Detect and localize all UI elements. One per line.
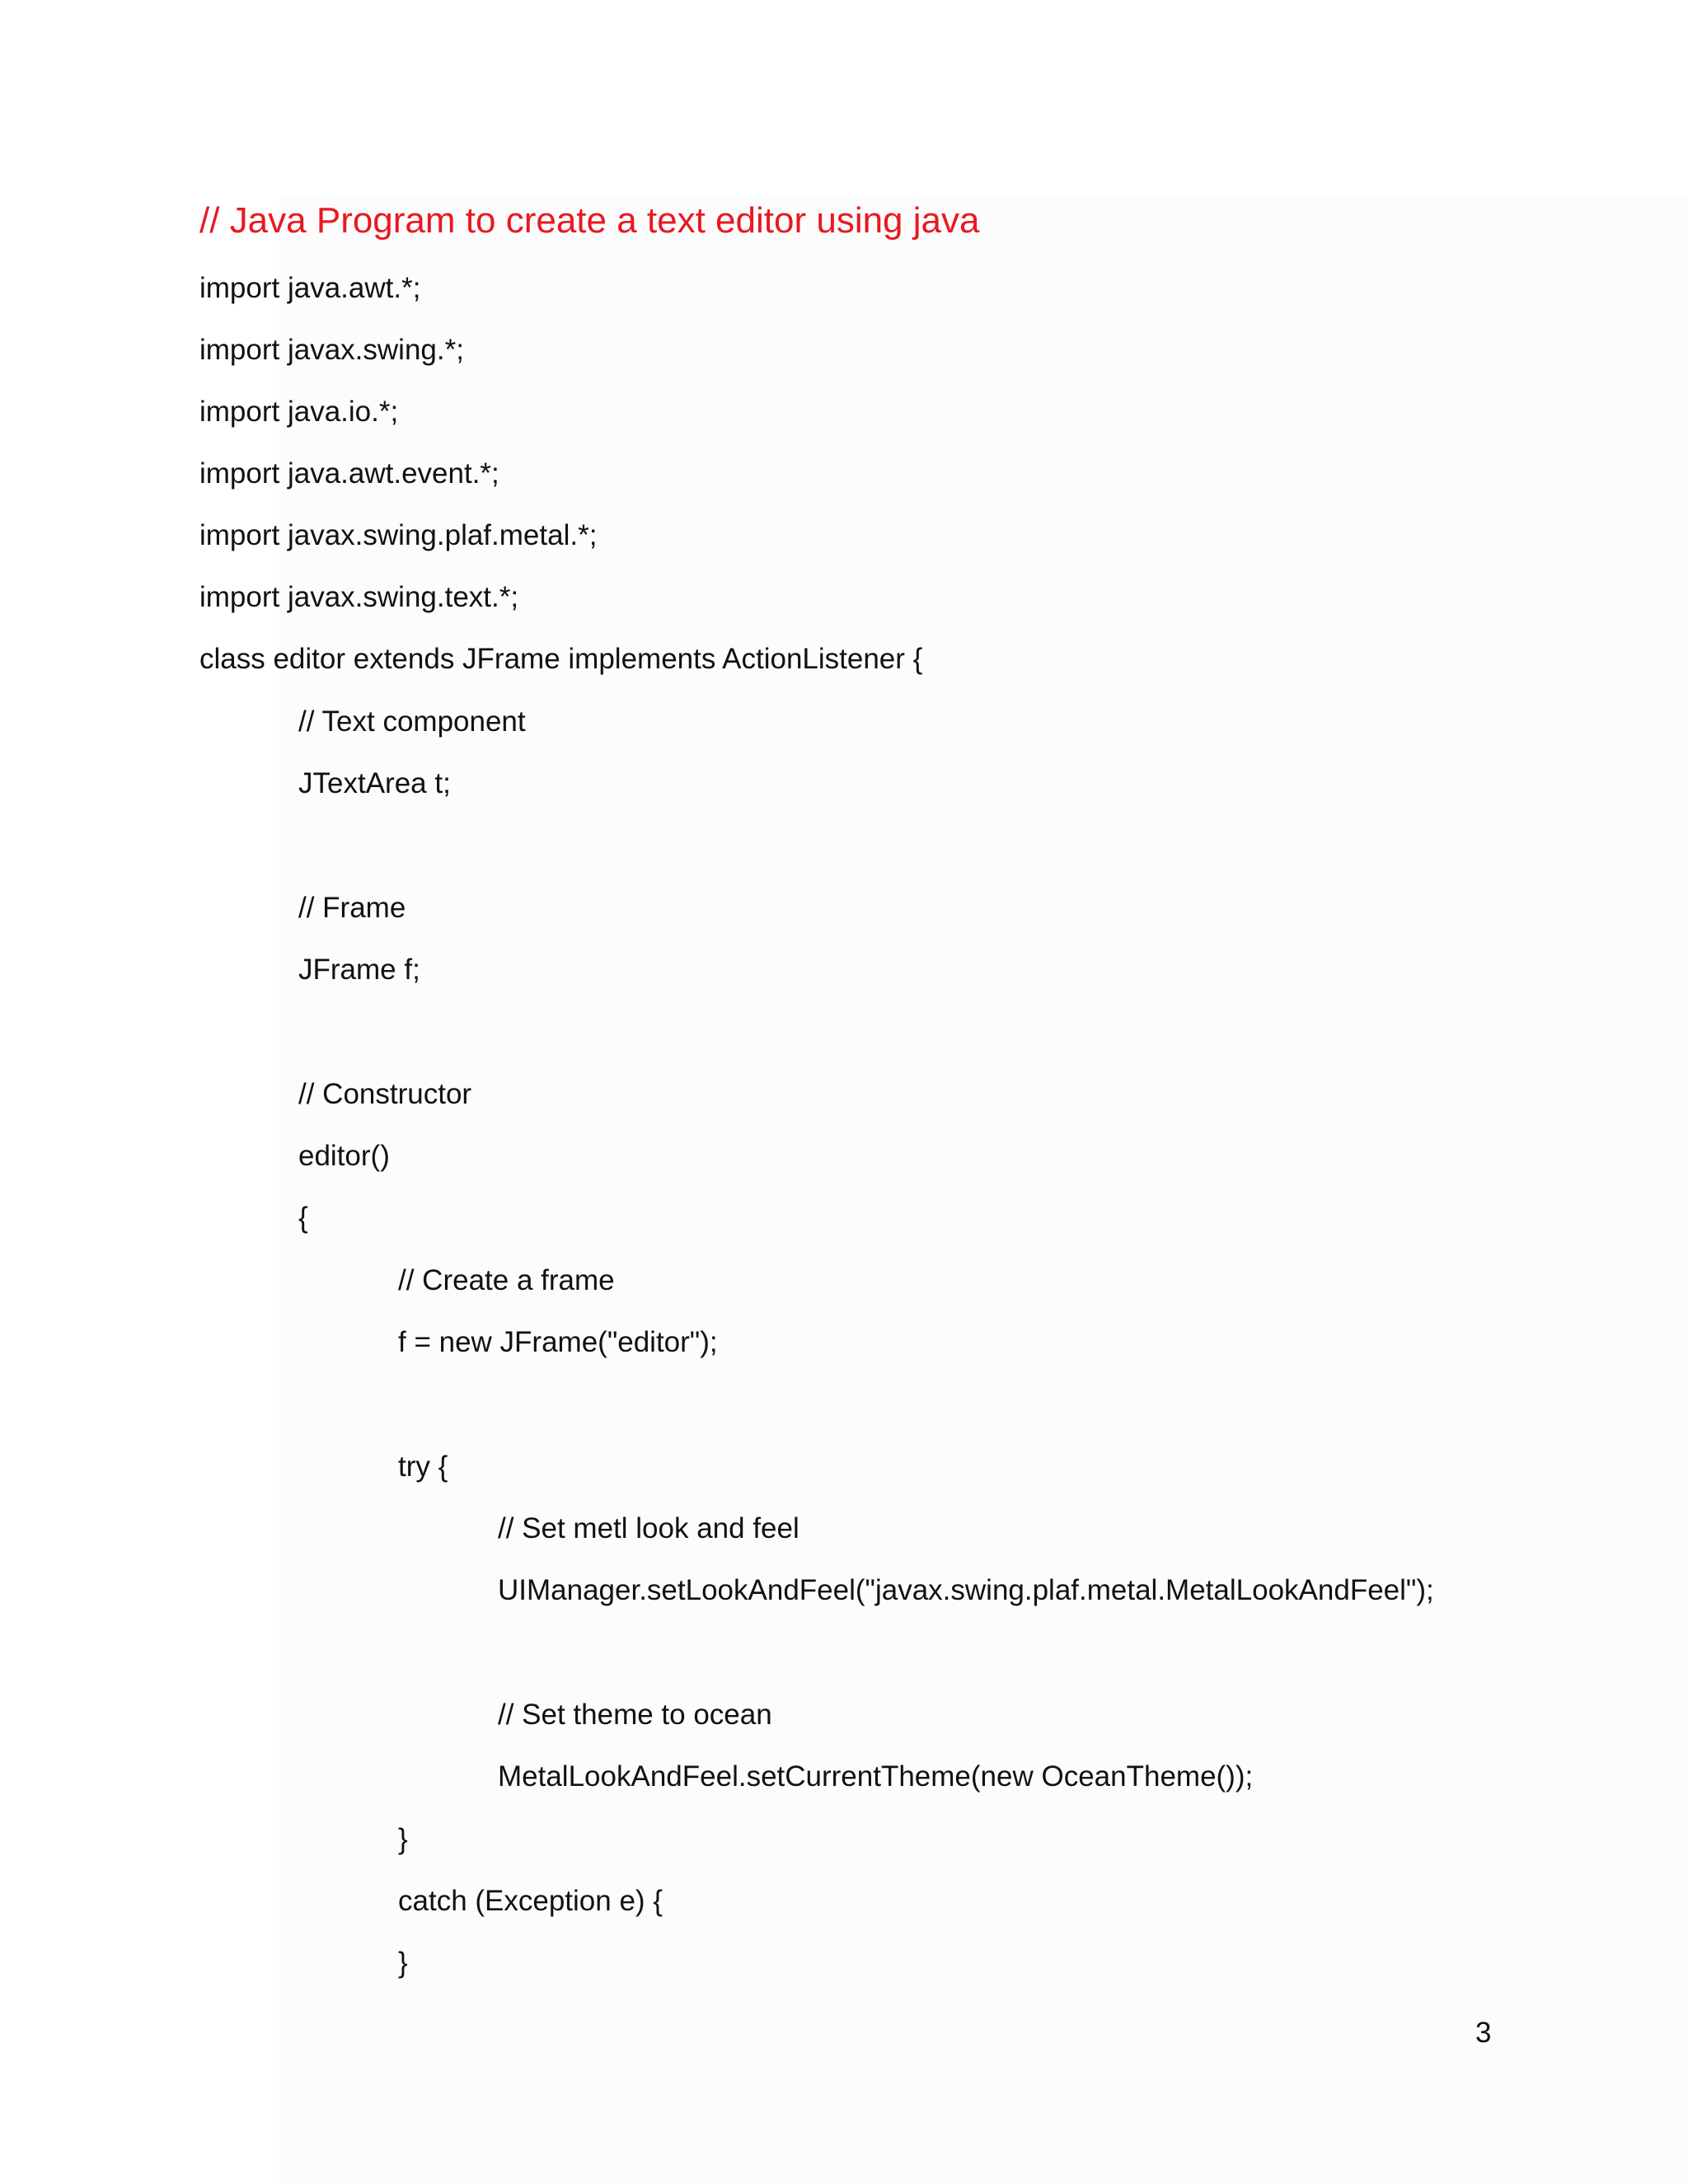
code-line: editor() (298, 1140, 390, 1172)
code-line: import java.awt.*; (199, 272, 421, 304)
title-comment: // Java Program to create a text editor using java (199, 200, 980, 241)
code-comment: // Set metl look and feel (498, 1512, 799, 1544)
code-line: import javax.swing.plaf.metal.*; (199, 519, 598, 551)
code-line: class editor extends JFrame implements ActionListener { (199, 643, 923, 675)
code-line: import java.awt.event.*; (199, 457, 499, 490)
code-line: JFrame f; (298, 954, 420, 986)
code-comment: // Create a frame (398, 1264, 615, 1296)
code-line: { (298, 1202, 308, 1234)
code-comment: // Frame (298, 892, 406, 924)
code-line: import java.io.*; (199, 396, 399, 428)
code-line: } (398, 1823, 408, 1855)
code-comment: // Constructor (298, 1078, 472, 1110)
page-number: 3 (1475, 2017, 1492, 2049)
code-comment: // Set theme to ocean (498, 1699, 772, 1731)
code-line: MetalLookAndFeel.setCurrentTheme(new OceanTheme()); (498, 1760, 1254, 1793)
code-line: f = new JFrame("editor"); (398, 1326, 718, 1358)
code-line: import javax.swing.text.*; (199, 581, 519, 613)
code-line: } (398, 1947, 408, 1979)
code-line: import javax.swing.*; (199, 334, 464, 366)
code-line: UIManager.setLookAndFeel("javax.swing.plaf.metal.MetalLookAndFeel"); (498, 1574, 1434, 1606)
code-line: catch (Exception e) { (398, 1885, 663, 1917)
code-comment: // Text component (298, 705, 526, 738)
code-line: JTextArea t; (298, 767, 451, 799)
code-line: try { (398, 1451, 448, 1483)
